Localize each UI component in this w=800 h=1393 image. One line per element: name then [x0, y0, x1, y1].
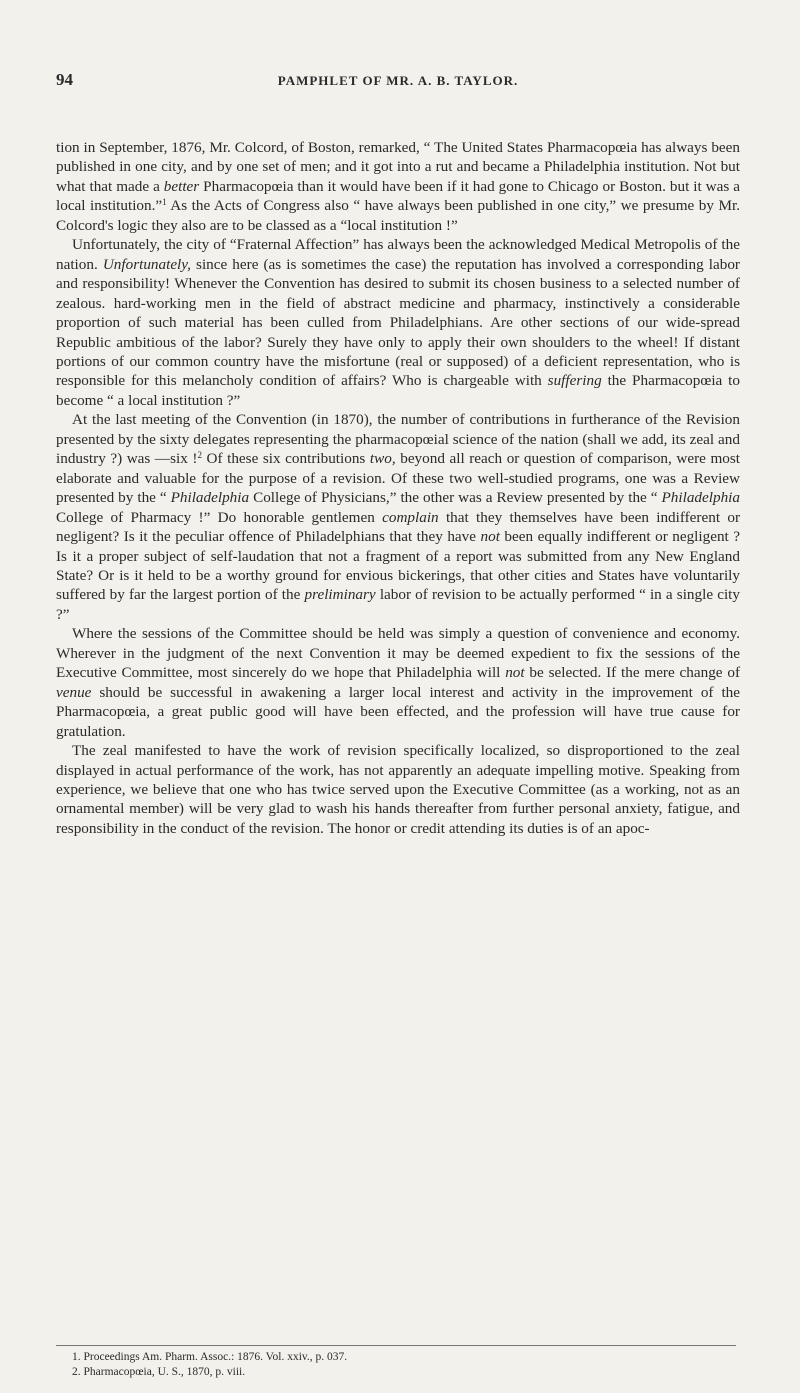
footnotes	[56, 1350, 740, 1380]
footnote-divider	[56, 1345, 736, 1346]
emphasis: preliminary	[304, 586, 376, 604]
footnote-ref-2: 2	[197, 450, 202, 461]
emphasis: venue	[56, 683, 92, 701]
emphasis: not	[480, 528, 500, 546]
paragraph-2: Unfortunately, the city of “Fraternal Affection” has always been the acknowledged Medical Metropolis of the nation. Unfortunately, since here (as is sometimes the case) the reputation has involved a corresponding labor and responsibility! Whenever the Convention has desired to submit its chosen business to a selected number of zealous. hard-working men in the field of abstract medicine and pharmacy, instinctively a considerable proportion of such material has been culled from Philadelphians. Are other sections of our wide-spread Republic ambitious of the labor? Surely they have only to apply their own shoulders to the wheel! If distant portions of our common country have the misfortune (real or supposed) of a deficient representation, who is responsible for this melancholy condition of affairs? Who is chargeable with suffering the Pharmacopœia to become “ a local institution ?”	[56, 236, 740, 409]
paragraph-3: At the last meeting of the Convention (in 1870), the number of contributions in furtherance of the Revision presented by the sixty delegates representing the pharmacopœial science of the nation (shall we add, its zeal and industry ?) was —six !$^2$ Of these six contributions two, beyond all reach or question of comparison, were most elaborate and valuable for the purpose of a revision. Of these two well-studied programs, one was a Review presented by the “ Philadelphia College of Physicians,” the other was a Review presented by the “ Philadelphia College of Pharmacy !” Do honorable gentlemen complain that they themselves have been indifferent or negligent? Is it the peculiar offence of Philadelphians that they have not been equally indifferent or negligent ? Is it a proper subject of self-laudation that not a fragment of a report was submitted from any New England State? Or is it held to be a worthy ground for envious bickerings, that other cities and States have voluntarily suffered by far the largest portion of the preliminary labor of revision to be actually performed “ in a single city ?”	[56, 411, 741, 623]
emphasis: Philadelphia	[661, 489, 740, 507]
page-header	[56, 70, 740, 94]
emphasis: better	[163, 177, 200, 195]
paragraph-4: Where the sessions of the Committee should be held was simply a question of convenience and economy. Wherever in the judgment of the next Convention it may be deemed expedient to fix the sessions of the Executive Committee, most sincerely do we hope that Philadelphia will not be selected. If the mere change of venue should be successful in awakening a larger local interest and activity in the improvement of the Pharmacopœia, a great public good will have been effected, and the profession will have true cause for gratulation.	[56, 625, 741, 740]
emphasis: suffering	[547, 372, 602, 390]
emphasis: two,	[369, 450, 396, 468]
paragraph-5: The zeal manifested to have the work of revision specifically localized, so disproportioned to the zeal displayed in actual performance of the work, has not apparently an adequate impelling motive. Speaking from experience, we believe that one who has twice served upon the Executive Committee (as a working, not as an ornamental member) will be very glad to wash his hands thereafter from further personal anxiety, fatigue, and responsibility in the conduct of the revision. The honor or credit attending its duties is of an apoc-	[56, 742, 740, 837]
footnote-ref-1: 1	[162, 197, 167, 208]
footnote-2: 2. Pharmacopœia, U. S., 1870, p. viii.	[72, 1366, 246, 1378]
page-number: 94	[56, 70, 73, 89]
paragraph-1: tion in September, 1876, Mr. Colcord, of Boston, remarked, “ The United States Pharmacopœia has always been published in one city, and by one set of men; and it got into a rut and became a Philadelphia institution. Not but what that made a better Pharmacopœia than it would have been if it had gone to Chicago or Boston. but it was a local institution.”$^1$ As the Acts of Congress also “ have always been published in one city,” we presume by Mr. Colcord's logic they also are to be classed as a “local institution !”	[56, 139, 740, 234]
emphasis: complain	[382, 508, 439, 526]
running-head: PAMPHLET OF MR. A. B. TAYLOR.	[277, 73, 519, 88]
emphasis: not	[505, 664, 525, 682]
emphasis: Philadelphia	[170, 489, 250, 507]
emphasis: Unfortunately,	[102, 255, 191, 273]
footnote-1: 1. Proceedings Am. Pharm. Assoc.: 1876. Vol. xxiv., p. 037.	[72, 1351, 348, 1363]
body-text	[56, 138, 740, 838]
